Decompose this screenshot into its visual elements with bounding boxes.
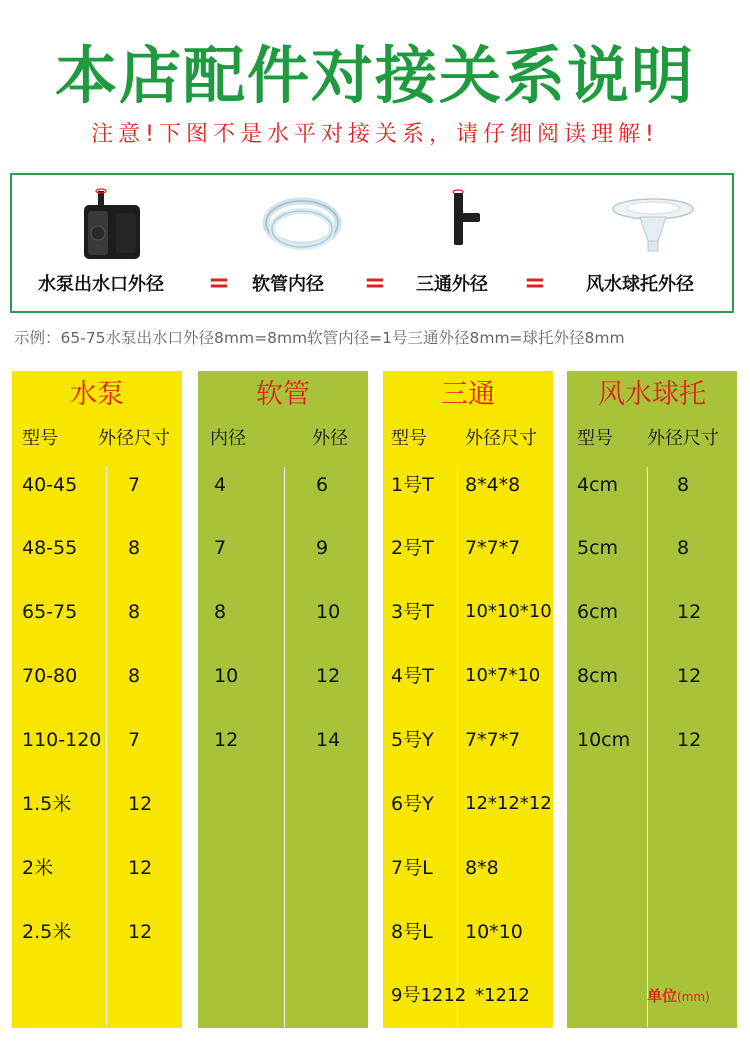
- table-cell: 110-120: [22, 729, 102, 751]
- table-cell: 12: [677, 665, 702, 687]
- page-title: 本店配件对接关系说明: [54, 39, 695, 112]
- unit-label: 单位: [647, 987, 678, 1005]
- table-cell: 6cm: [577, 601, 619, 623]
- pump-outlet-label: 水泵出水口外径: [38, 274, 164, 295]
- table-cell: 8: [677, 474, 690, 496]
- column-header: 型号: [577, 428, 613, 449]
- table-cell: 3号T: [391, 601, 434, 623]
- table-cell: 6: [316, 474, 329, 496]
- table-cell: 6号Y: [391, 793, 434, 815]
- table-cell: 8*8: [465, 857, 499, 879]
- hose-inner-label: 软管内径: [252, 274, 324, 295]
- notice-text: 注意!下图不是水平对接关系，请仔细阅读理解!: [91, 122, 659, 147]
- table-cell: 4号T: [391, 665, 434, 687]
- table-cell: 4: [214, 474, 227, 496]
- table-cell: 12: [128, 921, 153, 943]
- column-header: 外径尺寸: [465, 428, 537, 449]
- table-cell: 10: [214, 665, 239, 687]
- table-cell: 1号T: [391, 474, 434, 496]
- table-cell: 10: [316, 601, 341, 623]
- table-cell: 7*7*7: [465, 537, 521, 559]
- table-cell: 8*4*8: [465, 474, 521, 496]
- table-cell: 12: [214, 729, 239, 751]
- table-cell: 12*12*12: [465, 793, 552, 814]
- tee-column: [383, 371, 553, 1028]
- equals-sign: =: [524, 268, 546, 298]
- column-divider: [647, 467, 648, 1027]
- water-pump-icon: [76, 185, 150, 269]
- column-header: 内径: [210, 428, 246, 449]
- table-cell: 9号1212: [391, 985, 467, 1006]
- pump-column: [12, 371, 182, 1028]
- tee-connector-icon: [444, 187, 484, 257]
- example-text: 示例：65-75水泵出水口外径8mm=8mm软管内径=1号三通外径8mm=球托外径8mm: [14, 329, 625, 347]
- table-cell: 10*10: [465, 921, 523, 943]
- table-cell: 48-55: [22, 537, 78, 559]
- table-cell: 8: [214, 601, 227, 623]
- table-cell: 7号L: [391, 857, 433, 879]
- table-cell: 7: [128, 474, 141, 496]
- ball-holder-column: [567, 371, 737, 1028]
- table-cell: *1212: [475, 985, 530, 1006]
- ball-holder-icon: [610, 195, 696, 259]
- column-header: 型号: [391, 428, 427, 449]
- table-cell: 7: [214, 537, 227, 559]
- column-header: 外径尺寸: [98, 428, 170, 449]
- column-title: 风水球托: [598, 379, 706, 410]
- table-cell: 5号Y: [391, 729, 434, 751]
- table-cell: 70-80: [22, 665, 78, 687]
- table-cell: 10cm: [577, 729, 631, 751]
- table-cell: 5cm: [577, 537, 619, 559]
- table-cell: 10*7*10: [465, 665, 541, 686]
- column-divider: [457, 467, 458, 1027]
- table-cell: 8号L: [391, 921, 433, 943]
- table-cell: 10*10*10: [465, 601, 552, 622]
- table-cell: 12: [316, 665, 341, 687]
- equals-sign: =: [208, 268, 230, 298]
- unit-value: (mm): [677, 990, 710, 1004]
- table-cell: 12: [128, 857, 153, 879]
- column-title: 软管: [256, 379, 310, 410]
- table-cell: 8: [677, 537, 690, 559]
- table-cell: 8: [128, 537, 141, 559]
- tee-outer-label: 三通外径: [416, 274, 488, 295]
- column-divider: [106, 467, 107, 1027]
- table-cell: 12: [677, 729, 702, 751]
- table-cell: 8: [128, 665, 141, 687]
- unit-note: [647, 985, 710, 1006]
- table-cell: 65-75: [22, 601, 78, 623]
- column-header: 外径: [312, 428, 348, 449]
- table-cell: 14: [316, 729, 341, 751]
- table-cell: 1.5米: [22, 793, 72, 815]
- table-cell: 40-45: [22, 474, 78, 496]
- table-cell: 2.5米: [22, 921, 72, 943]
- equals-sign: =: [364, 268, 386, 298]
- ball-holder-outer-label: 风水球托外径: [586, 274, 694, 295]
- table-cell: 8cm: [577, 665, 619, 687]
- table-cell: 12: [128, 793, 153, 815]
- table-cell: 4cm: [577, 474, 619, 496]
- column-title: 水泵: [70, 379, 124, 410]
- table-cell: 7*7*7: [465, 729, 521, 751]
- hose-column: [198, 371, 368, 1028]
- table-cell: 12: [677, 601, 702, 623]
- table-cell: 8: [128, 601, 141, 623]
- table-cell: 9: [316, 537, 329, 559]
- column-title: 三通: [441, 379, 495, 410]
- column-header: 外径尺寸: [647, 428, 719, 449]
- table-cell: 2米: [22, 857, 54, 879]
- table-cell: 7: [128, 729, 141, 751]
- hose-icon: [260, 189, 344, 263]
- connection-diagram: [10, 173, 734, 313]
- table-cell: 2号T: [391, 537, 434, 559]
- column-header: 型号: [22, 428, 58, 449]
- column-divider: [284, 467, 285, 1027]
